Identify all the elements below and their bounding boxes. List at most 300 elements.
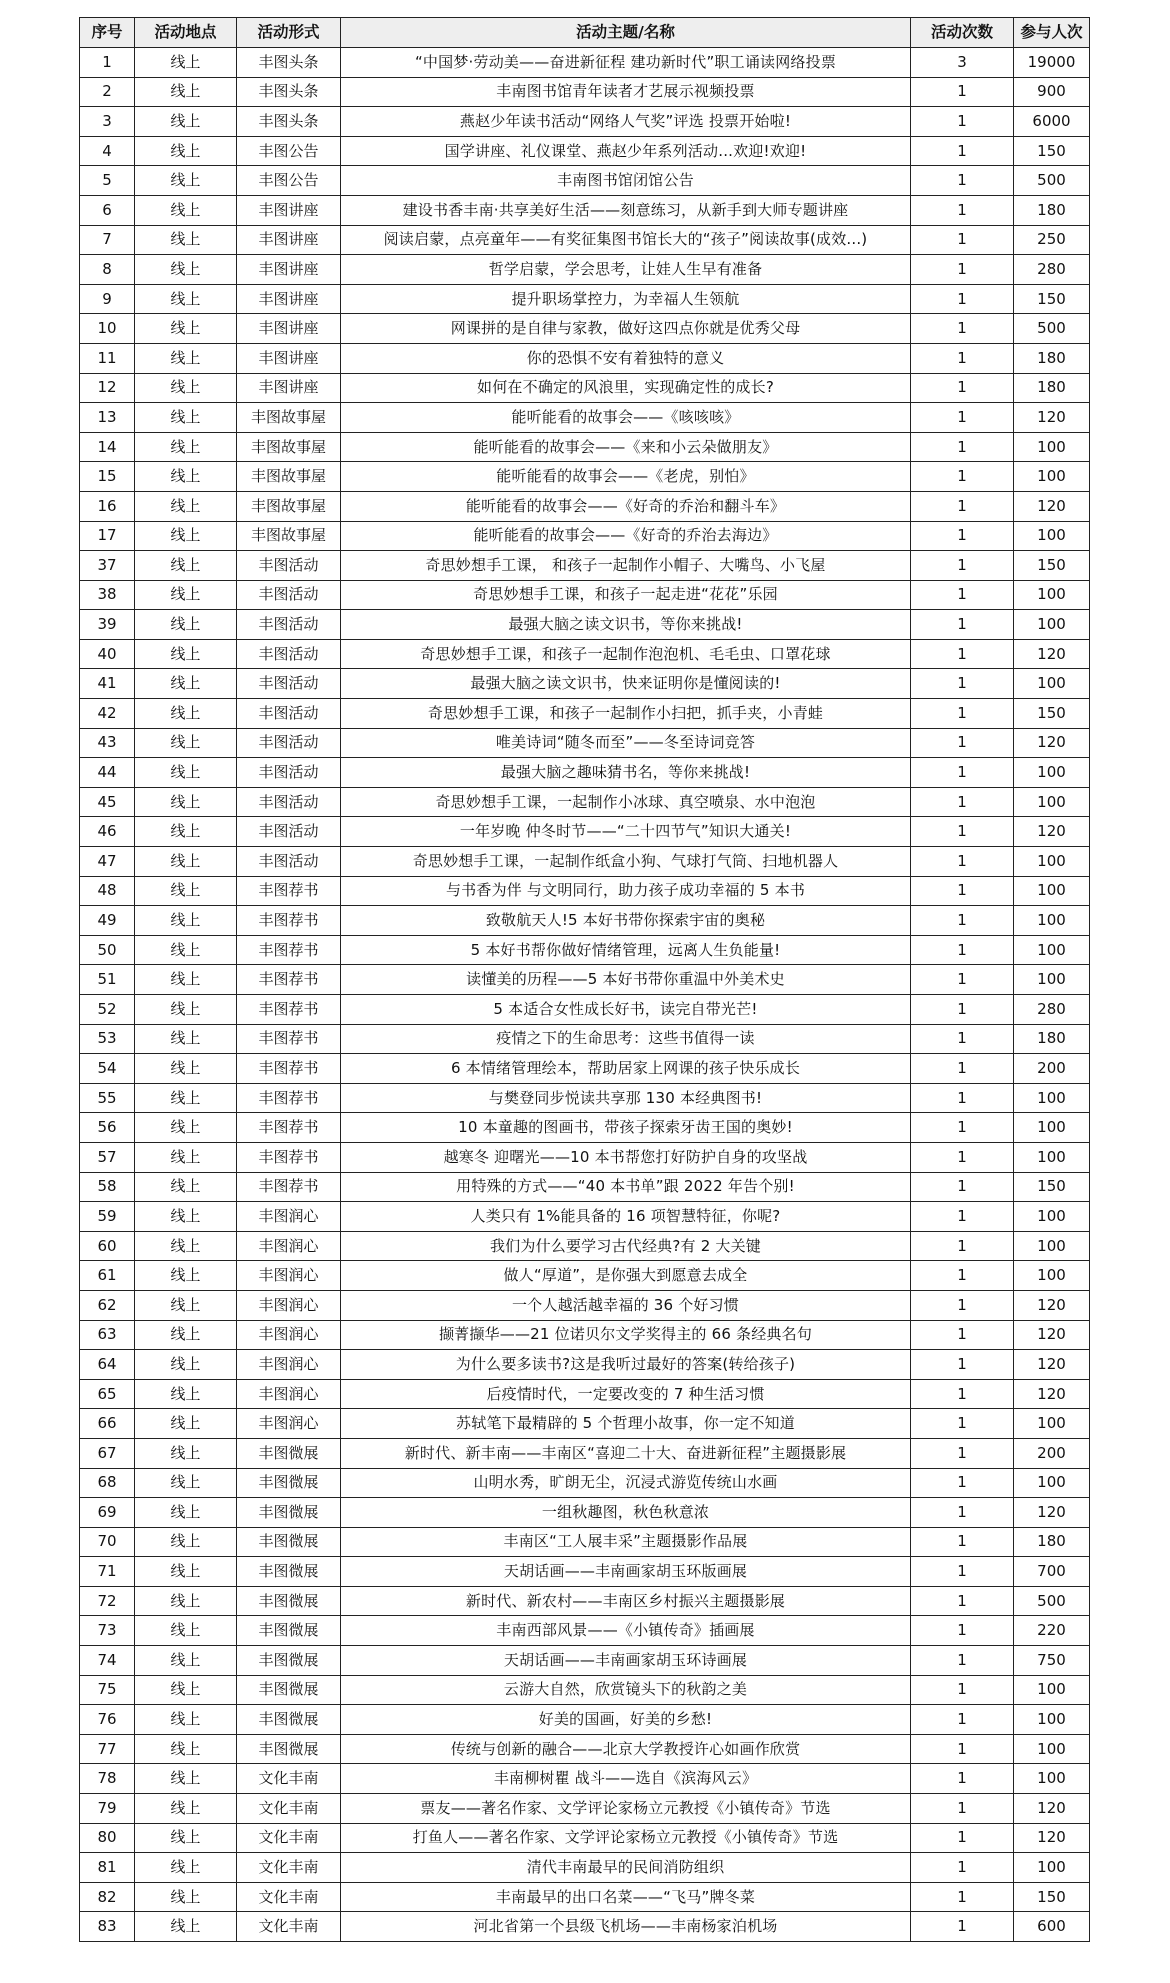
cell-index: 8 [80, 255, 135, 285]
cell-index: 43 [80, 728, 135, 758]
cell-form: 丰图微展 [237, 1646, 341, 1676]
cell-title: 丰南图书馆闭馆公告 [341, 166, 911, 196]
table-row [80, 1912, 1090, 1942]
cell-count: 1 [911, 77, 1014, 107]
table-row [80, 1231, 1090, 1261]
cell-title: 人类只有 1%能具备的 16 项智慧特征，你呢? [341, 1202, 911, 1232]
cell-title: 10 本童趣的图画书，带孩子探索牙齿王国的奥妙! [341, 1113, 911, 1143]
cell-location: 线上 [135, 521, 237, 551]
cell-count: 1 [911, 343, 1014, 373]
cell-location: 线上 [135, 699, 237, 729]
cell-location: 线上 [135, 195, 237, 225]
table-row [80, 639, 1090, 669]
cell-participants: 100 [1014, 1853, 1090, 1883]
cell-form: 丰图故事屋 [237, 403, 341, 433]
cell-title: 致敬航天人!5 本好书带你探索宇宙的奥秘 [341, 906, 911, 936]
table-row [80, 1438, 1090, 1468]
cell-form: 丰图微展 [237, 1438, 341, 1468]
cell-count: 1 [911, 1646, 1014, 1676]
table-row [80, 1142, 1090, 1172]
table-row [80, 728, 1090, 758]
table-row [80, 847, 1090, 877]
cell-title: 新时代、新丰南——丰南区“喜迎二十大、奋进新征程”主题摄影展 [341, 1438, 911, 1468]
cell-form: 丰图微展 [237, 1705, 341, 1735]
table-row [80, 551, 1090, 581]
cell-location: 线上 [135, 491, 237, 521]
cell-title: 你的恐惧不安有着独特的意义 [341, 343, 911, 373]
cell-form: 丰图荐书 [237, 965, 341, 995]
table-row [80, 1586, 1090, 1616]
cell-location: 线上 [135, 1734, 237, 1764]
cell-index: 12 [80, 373, 135, 403]
cell-location: 线上 [135, 728, 237, 758]
cell-count: 1 [911, 1379, 1014, 1409]
cell-participants: 100 [1014, 1675, 1090, 1705]
cell-location: 线上 [135, 1054, 237, 1084]
cell-title: 打鱼人——著名作家、文学评论家杨立元教授《小镇传奇》节选 [341, 1823, 911, 1853]
cell-participants: 100 [1014, 1142, 1090, 1172]
cell-location: 线上 [135, 551, 237, 581]
cell-form: 丰图荐书 [237, 1142, 341, 1172]
cell-participants: 120 [1014, 639, 1090, 669]
cell-count: 1 [911, 136, 1014, 166]
cell-count: 1 [911, 107, 1014, 137]
header-count: 活动次数 [911, 18, 1014, 48]
cell-participants: 200 [1014, 1438, 1090, 1468]
cell-participants: 100 [1014, 1113, 1090, 1143]
cell-location: 线上 [135, 876, 237, 906]
table-row [80, 77, 1090, 107]
cell-count: 1 [911, 1202, 1014, 1232]
table-row [80, 1675, 1090, 1705]
cell-location: 线上 [135, 1557, 237, 1587]
cell-location: 线上 [135, 403, 237, 433]
cell-form: 丰图头条 [237, 48, 341, 78]
cell-index: 40 [80, 639, 135, 669]
cell-index: 63 [80, 1320, 135, 1350]
cell-form: 丰图故事屋 [237, 462, 341, 492]
cell-index: 38 [80, 580, 135, 610]
cell-participants: 600 [1014, 1912, 1090, 1942]
cell-participants: 180 [1014, 373, 1090, 403]
cell-count: 1 [911, 225, 1014, 255]
cell-index: 74 [80, 1646, 135, 1676]
cell-participants: 100 [1014, 758, 1090, 788]
cell-title: 天胡话画——丰南画家胡玉环诗画展 [341, 1646, 911, 1676]
cell-location: 线上 [135, 580, 237, 610]
cell-location: 线上 [135, 1794, 237, 1824]
cell-form: 文化丰南 [237, 1882, 341, 1912]
cell-count: 1 [911, 847, 1014, 877]
cell-form: 丰图讲座 [237, 314, 341, 344]
cell-location: 线上 [135, 462, 237, 492]
cell-location: 线上 [135, 995, 237, 1025]
cell-participants: 100 [1014, 787, 1090, 817]
cell-count: 1 [911, 1172, 1014, 1202]
cell-participants: 100 [1014, 876, 1090, 906]
cell-form: 丰图公告 [237, 166, 341, 196]
cell-participants: 100 [1014, 462, 1090, 492]
cell-location: 线上 [135, 1853, 237, 1883]
cell-title: 丰南最早的出口名菜——“飞马”牌冬菜 [341, 1882, 911, 1912]
cell-count: 1 [911, 1290, 1014, 1320]
cell-location: 线上 [135, 1202, 237, 1232]
cell-count: 1 [911, 1054, 1014, 1084]
cell-count: 1 [911, 995, 1014, 1025]
cell-count: 1 [911, 1882, 1014, 1912]
cell-form: 丰图微展 [237, 1527, 341, 1557]
cell-count: 1 [911, 1261, 1014, 1291]
cell-index: 7 [80, 225, 135, 255]
cell-title: 我们为什么要学习古代经典?有 2 大关键 [341, 1231, 911, 1261]
cell-participants: 120 [1014, 1379, 1090, 1409]
cell-form: 丰图微展 [237, 1675, 341, 1705]
cell-count: 1 [911, 314, 1014, 344]
cell-title: 用特殊的方式——“40 本书单”跟 2022 年告个别! [341, 1172, 911, 1202]
cell-form: 丰图润心 [237, 1350, 341, 1380]
cell-participants: 180 [1014, 1527, 1090, 1557]
cell-title: 一组秋趣图，秋色秋意浓 [341, 1498, 911, 1528]
cell-participants: 180 [1014, 1024, 1090, 1054]
cell-count: 1 [911, 373, 1014, 403]
cell-participants: 120 [1014, 1498, 1090, 1528]
cell-title: 丰南西部风景——《小镇传奇》插画展 [341, 1616, 911, 1646]
cell-participants: 120 [1014, 728, 1090, 758]
cell-title: 奇思妙想手工课， 和孩子一起制作小帽子、大嘴鸟、小飞屋 [341, 551, 911, 581]
activity-table-sheet [79, 17, 1089, 1942]
cell-count: 1 [911, 1409, 1014, 1439]
table-row [80, 965, 1090, 995]
cell-title: 能听能看的故事会——《来和小云朵做朋友》 [341, 432, 911, 462]
cell-form: 丰图荐书 [237, 1113, 341, 1143]
cell-index: 82 [80, 1882, 135, 1912]
cell-index: 83 [80, 1912, 135, 1942]
cell-index: 70 [80, 1527, 135, 1557]
table-row [80, 1468, 1090, 1498]
cell-title: 阅读启蒙，点亮童年——有奖征集图书馆长大的“孩子”阅读故事(成效...) [341, 225, 911, 255]
table-row [80, 1794, 1090, 1824]
table-row [80, 1557, 1090, 1587]
table-row [80, 1705, 1090, 1735]
cell-location: 线上 [135, 1527, 237, 1557]
cell-index: 62 [80, 1290, 135, 1320]
cell-title: 奇思妙想手工课，和孩子一起制作小扫把，抓手夹，小青蛙 [341, 699, 911, 729]
cell-title: 一个人越活越幸福的 36 个好习惯 [341, 1290, 911, 1320]
table-row [80, 166, 1090, 196]
cell-participants: 100 [1014, 1231, 1090, 1261]
table-row [80, 758, 1090, 788]
cell-count: 1 [911, 1083, 1014, 1113]
cell-index: 44 [80, 758, 135, 788]
cell-count: 1 [911, 462, 1014, 492]
cell-index: 41 [80, 669, 135, 699]
table-row [80, 462, 1090, 492]
cell-index: 2 [80, 77, 135, 107]
header-row [80, 18, 1090, 48]
cell-title: 最强大脑之趣味猜书名，等你来挑战! [341, 758, 911, 788]
cell-index: 6 [80, 195, 135, 225]
table-row [80, 787, 1090, 817]
table-row [80, 1320, 1090, 1350]
cell-title: 新时代、新农村——丰南区乡村振兴主题摄影展 [341, 1586, 911, 1616]
cell-location: 线上 [135, 1438, 237, 1468]
cell-location: 线上 [135, 1764, 237, 1794]
cell-title: 河北省第一个县级飞机场——丰南杨家泊机场 [341, 1912, 911, 1942]
cell-form: 丰图微展 [237, 1586, 341, 1616]
cell-location: 线上 [135, 1083, 237, 1113]
cell-title: 网课拼的是自律与家教，做好这四点你就是优秀父母 [341, 314, 911, 344]
cell-participants: 150 [1014, 551, 1090, 581]
cell-participants: 120 [1014, 1350, 1090, 1380]
cell-location: 线上 [135, 1823, 237, 1853]
cell-title: 奇思妙想手工课，一起制作小冰球、真空喷泉、水中泡泡 [341, 787, 911, 817]
cell-index: 58 [80, 1172, 135, 1202]
cell-index: 37 [80, 551, 135, 581]
cell-count: 1 [911, 1912, 1014, 1942]
cell-location: 线上 [135, 1379, 237, 1409]
cell-participants: 120 [1014, 403, 1090, 433]
cell-index: 11 [80, 343, 135, 373]
cell-location: 线上 [135, 48, 237, 78]
cell-participants: 180 [1014, 343, 1090, 373]
table-row [80, 1172, 1090, 1202]
cell-title: 苏轼笔下最精辟的 5 个哲理小故事，你一定不知道 [341, 1409, 911, 1439]
table-row [80, 876, 1090, 906]
cell-form: 丰图故事屋 [237, 491, 341, 521]
cell-count: 1 [911, 1113, 1014, 1143]
cell-location: 线上 [135, 787, 237, 817]
cell-title: 5 本适合女性成长好书，读完自带光芒! [341, 995, 911, 1025]
cell-participants: 700 [1014, 1557, 1090, 1587]
cell-participants: 500 [1014, 314, 1090, 344]
cell-title: 最强大脑之读文识书，等你来挑战! [341, 610, 911, 640]
header-participants: 参与人次 [1014, 18, 1090, 48]
cell-form: 丰图润心 [237, 1202, 341, 1232]
cell-location: 线上 [135, 1113, 237, 1143]
cell-participants: 150 [1014, 1172, 1090, 1202]
cell-participants: 19000 [1014, 48, 1090, 78]
cell-form: 文化丰南 [237, 1912, 341, 1942]
table-row [80, 1024, 1090, 1054]
cell-location: 线上 [135, 1024, 237, 1054]
cell-count: 1 [911, 1823, 1014, 1853]
cell-title: 做人“厚道”，是你强大到愿意去成全 [341, 1261, 911, 1291]
cell-count: 1 [911, 1142, 1014, 1172]
table-row [80, 225, 1090, 255]
cell-index: 9 [80, 284, 135, 314]
cell-index: 15 [80, 462, 135, 492]
cell-index: 80 [80, 1823, 135, 1853]
cell-form: 丰图润心 [237, 1290, 341, 1320]
cell-title: 撷菁撷华——21 位诺贝尔文学奖得主的 66 条经典名句 [341, 1320, 911, 1350]
cell-index: 45 [80, 787, 135, 817]
cell-index: 13 [80, 403, 135, 433]
cell-title: 读懂美的历程——5 本好书带你重温中外美术史 [341, 965, 911, 995]
cell-form: 丰图微展 [237, 1557, 341, 1587]
cell-participants: 100 [1014, 906, 1090, 936]
cell-title: 6 本情绪管理绘本，帮助居家上网课的孩子快乐成长 [341, 1054, 911, 1084]
cell-participants: 750 [1014, 1646, 1090, 1676]
cell-location: 线上 [135, 1231, 237, 1261]
cell-participants: 100 [1014, 965, 1090, 995]
cell-location: 线上 [135, 314, 237, 344]
cell-form: 丰图荐书 [237, 1172, 341, 1202]
table-row [80, 1409, 1090, 1439]
cell-index: 17 [80, 521, 135, 551]
cell-form: 丰图微展 [237, 1734, 341, 1764]
cell-participants: 100 [1014, 1705, 1090, 1735]
table-row [80, 284, 1090, 314]
cell-location: 线上 [135, 1882, 237, 1912]
cell-index: 39 [80, 610, 135, 640]
cell-location: 线上 [135, 1142, 237, 1172]
table-row [80, 1113, 1090, 1143]
cell-index: 48 [80, 876, 135, 906]
cell-index: 5 [80, 166, 135, 196]
cell-location: 线上 [135, 610, 237, 640]
cell-location: 线上 [135, 1468, 237, 1498]
cell-form: 丰图荐书 [237, 995, 341, 1025]
cell-form: 文化丰南 [237, 1823, 341, 1853]
cell-title: 哲学启蒙，学会思考，让娃人生早有准备 [341, 255, 911, 285]
cell-title: 越寒冬 迎曙光——10 本书帮您打好防护自身的攻坚战 [341, 1142, 911, 1172]
cell-count: 1 [911, 906, 1014, 936]
cell-count: 1 [911, 255, 1014, 285]
cell-location: 线上 [135, 639, 237, 669]
cell-title: 天胡话画——丰南画家胡玉环版画展 [341, 1557, 911, 1587]
cell-form: 丰图讲座 [237, 373, 341, 403]
cell-count: 1 [911, 166, 1014, 196]
cell-count: 1 [911, 1794, 1014, 1824]
cell-location: 线上 [135, 1586, 237, 1616]
cell-count: 1 [911, 699, 1014, 729]
cell-form: 丰图讲座 [237, 343, 341, 373]
cell-location: 线上 [135, 77, 237, 107]
cell-location: 线上 [135, 255, 237, 285]
cell-participants: 150 [1014, 136, 1090, 166]
cell-count: 1 [911, 1350, 1014, 1380]
cell-location: 线上 [135, 1172, 237, 1202]
cell-title: “中国梦·劳动美——奋进新征程 建功新时代”职工诵读网络投票 [341, 48, 911, 78]
cell-title: 燕赵少年读书活动“网络人气奖”评选 投票开始啦! [341, 107, 911, 137]
cell-title: 建设书香丰南·共享美好生活——刻意练习，从新手到大师专题讲座 [341, 195, 911, 225]
cell-location: 线上 [135, 965, 237, 995]
cell-location: 线上 [135, 906, 237, 936]
cell-title: 为什么要多读书?这是我听过最好的答案(转给孩子) [341, 1350, 911, 1380]
cell-index: 73 [80, 1616, 135, 1646]
cell-title: 后疫情时代，一定要改变的 7 种生活习惯 [341, 1379, 911, 1409]
cell-index: 1 [80, 48, 135, 78]
cell-form: 丰图活动 [237, 758, 341, 788]
cell-count: 1 [911, 876, 1014, 906]
cell-index: 54 [80, 1054, 135, 1084]
cell-index: 3 [80, 107, 135, 137]
table-row [80, 107, 1090, 137]
cell-participants: 100 [1014, 1468, 1090, 1498]
cell-location: 线上 [135, 136, 237, 166]
cell-location: 线上 [135, 373, 237, 403]
table-row [80, 1261, 1090, 1291]
cell-participants: 100 [1014, 1202, 1090, 1232]
cell-participants: 120 [1014, 1823, 1090, 1853]
table-row [80, 255, 1090, 285]
cell-form: 丰图故事屋 [237, 521, 341, 551]
cell-form: 丰图活动 [237, 728, 341, 758]
cell-index: 78 [80, 1764, 135, 1794]
cell-index: 55 [80, 1083, 135, 1113]
table-row [80, 1882, 1090, 1912]
header-title: 活动主题/名称 [341, 18, 911, 48]
cell-count: 1 [911, 1468, 1014, 1498]
cell-count: 1 [911, 610, 1014, 640]
cell-title: 丰南柳树瞿 战斗——选自《滨海风云》 [341, 1764, 911, 1794]
cell-participants: 100 [1014, 1764, 1090, 1794]
cell-count: 1 [911, 284, 1014, 314]
cell-participants: 280 [1014, 255, 1090, 285]
cell-index: 57 [80, 1142, 135, 1172]
cell-count: 1 [911, 551, 1014, 581]
table-row [80, 1764, 1090, 1794]
cell-count: 1 [911, 491, 1014, 521]
cell-title: 与樊登同步悦读共享那 130 本经典图书! [341, 1083, 911, 1113]
cell-participants: 120 [1014, 491, 1090, 521]
table-row [80, 699, 1090, 729]
cell-location: 线上 [135, 847, 237, 877]
cell-title: 国学讲座、礼仪课堂、燕赵少年系列活动...欢迎!欢迎! [341, 136, 911, 166]
cell-title: 能听能看的故事会——《老虎，别怕》 [341, 462, 911, 492]
cell-index: 59 [80, 1202, 135, 1232]
cell-form: 丰图活动 [237, 699, 341, 729]
table-row [80, 403, 1090, 433]
cell-count: 1 [911, 1734, 1014, 1764]
cell-form: 丰图讲座 [237, 255, 341, 285]
cell-form: 文化丰南 [237, 1853, 341, 1883]
header-index: 序号 [80, 18, 135, 48]
cell-index: 77 [80, 1734, 135, 1764]
table-row [80, 48, 1090, 78]
cell-count: 1 [911, 935, 1014, 965]
cell-index: 65 [80, 1379, 135, 1409]
cell-location: 线上 [135, 758, 237, 788]
table-row [80, 580, 1090, 610]
cell-participants: 150 [1014, 1882, 1090, 1912]
cell-participants: 150 [1014, 284, 1090, 314]
cell-index: 16 [80, 491, 135, 521]
cell-location: 线上 [135, 1409, 237, 1439]
cell-participants: 100 [1014, 669, 1090, 699]
cell-index: 47 [80, 847, 135, 877]
cell-index: 81 [80, 1853, 135, 1883]
cell-count: 1 [911, 1675, 1014, 1705]
table-row [80, 1616, 1090, 1646]
table-row [80, 1646, 1090, 1676]
table-row [80, 343, 1090, 373]
cell-form: 丰图公告 [237, 136, 341, 166]
cell-count: 3 [911, 48, 1014, 78]
cell-title: 与书香为伴 与文明同行，助力孩子成功幸福的 5 本书 [341, 876, 911, 906]
cell-location: 线上 [135, 935, 237, 965]
table-row [80, 995, 1090, 1025]
cell-participants: 900 [1014, 77, 1090, 107]
table-row [80, 1350, 1090, 1380]
cell-form: 丰图活动 [237, 817, 341, 847]
cell-form: 丰图润心 [237, 1261, 341, 1291]
cell-index: 75 [80, 1675, 135, 1705]
cell-title: 好美的国画，好美的乡愁! [341, 1705, 911, 1735]
cell-index: 50 [80, 935, 135, 965]
header-location: 活动地点 [135, 18, 237, 48]
cell-participants: 280 [1014, 995, 1090, 1025]
